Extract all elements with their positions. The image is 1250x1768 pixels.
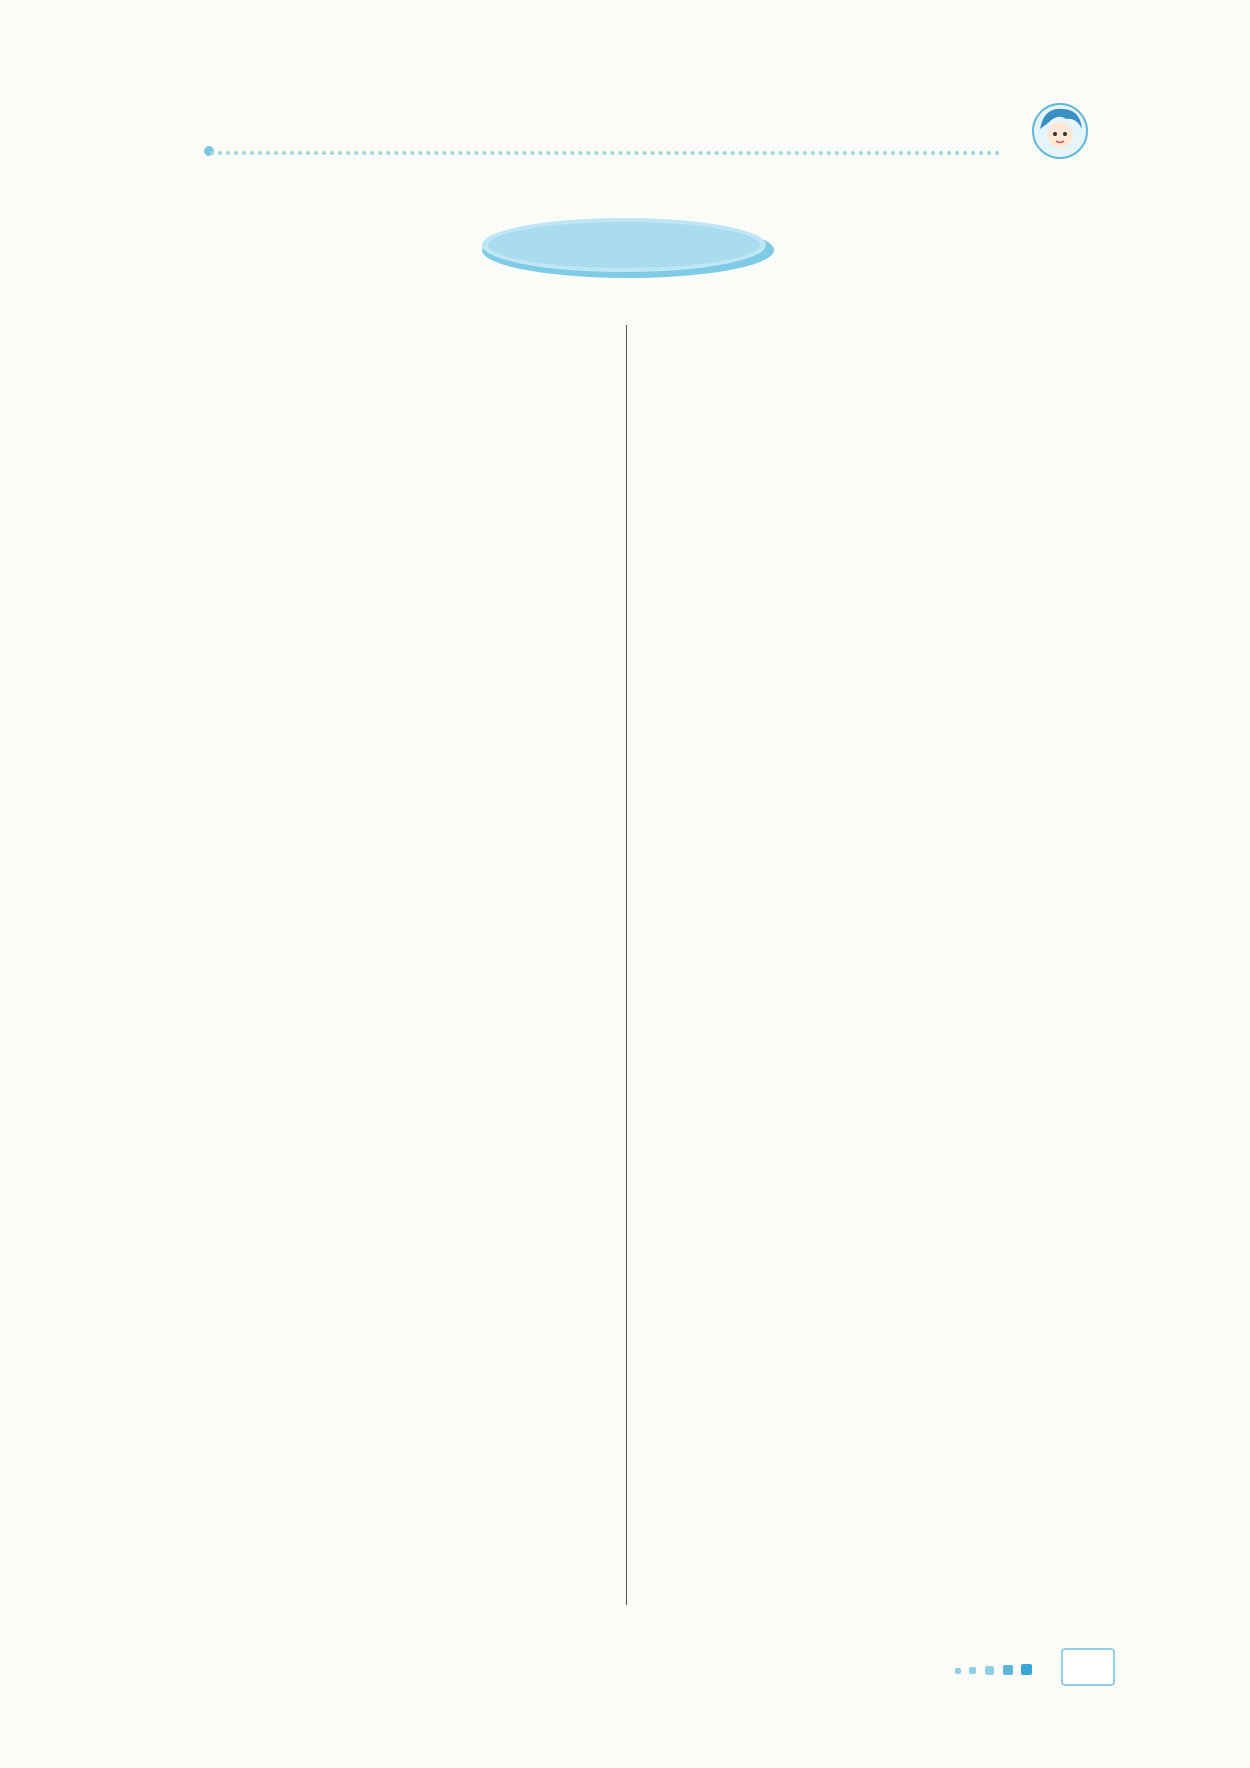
- footer-dot: [1021, 1664, 1032, 1675]
- page-header: [210, 95, 1110, 165]
- header-dotted-rule: [210, 151, 1000, 155]
- column-divider: [626, 325, 627, 1605]
- answer-key-banner: [478, 212, 774, 280]
- banner-ellipse-shape: [478, 212, 774, 280]
- page-footer: [955, 1648, 1115, 1688]
- footer-dot: [969, 1667, 976, 1674]
- page-number: [1061, 1648, 1115, 1686]
- footer-dot: [1003, 1665, 1013, 1675]
- mascot-icon: [1030, 101, 1090, 161]
- footer-dot: [955, 1668, 961, 1674]
- footer-dot: [985, 1666, 994, 1675]
